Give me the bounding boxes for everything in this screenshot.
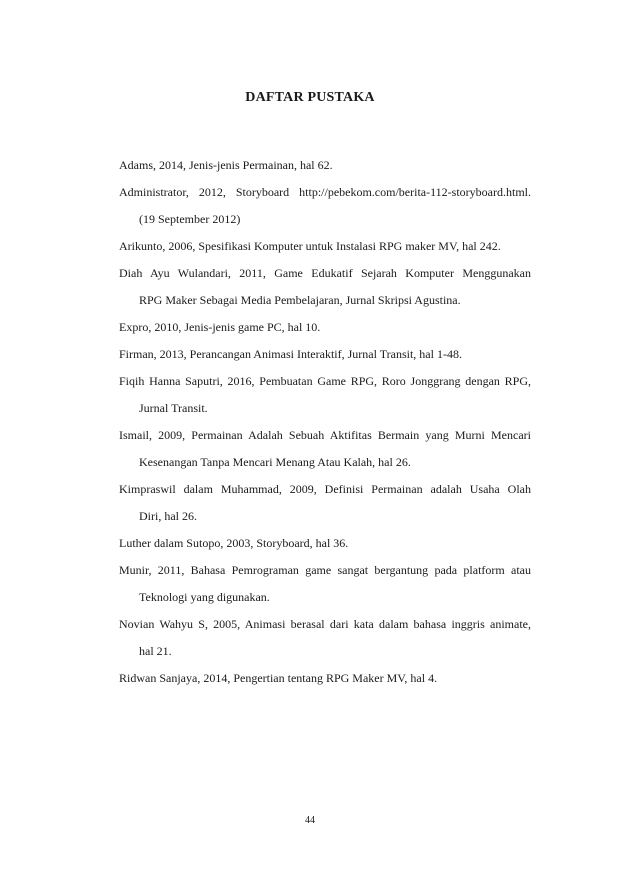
reference-item [119, 260, 531, 314]
reference-item [119, 476, 531, 530]
page-title: DAFTAR PUSTAKA [245, 90, 375, 105]
reference-item [119, 530, 531, 557]
reference-item [119, 422, 531, 476]
reference-item [119, 611, 531, 665]
reference-text: Kimpraswil dalam Muhammad, 2009, Definisi Permainan adalah Usaha Olah [119, 482, 531, 496]
reference-text: Munir, 2011, Bahasa Pemrograman game sangat bergantung pada platform atau [119, 563, 531, 577]
reference-item [119, 665, 531, 692]
reference-list [119, 152, 531, 692]
reference-text-continued: Diri, hal 26. [139, 509, 197, 523]
reference-text: Novian Wahyu S, 2005, Animasi berasal dari kata dalam bahasa inggris animate, [119, 617, 531, 631]
reference-item [119, 152, 531, 179]
reference-item [119, 341, 531, 368]
reference-text-continued: Jurnal Transit. [139, 401, 208, 415]
reference-text-continued: Kesenangan Tanpa Mencari Menang Atau Kalah, hal 26. [139, 455, 411, 469]
reference-item [119, 314, 531, 341]
reference-text-continued: (19 September 2012) [139, 212, 241, 226]
reference-text: Firman, 2013, Perancangan Animasi Interaktif, Jurnal Transit, hal 1-48. [119, 347, 462, 361]
reference-text-continued: RPG Maker Sebagai Media Pembelajaran, Jurnal Skripsi Agustina. [139, 293, 461, 307]
reference-text: Fiqih Hanna Saputri, 2016, Pembuatan Game RPG, Roro Jonggrang dengan RPG, [119, 374, 531, 388]
reference-text-continued: Teknologi yang digunakan. [139, 590, 270, 604]
reference-item [119, 179, 531, 233]
reference-text: Luther dalam Sutopo, 2003, Storyboard, hal 36. [119, 536, 349, 550]
reference-text: Arikunto, 2006, Spesifikasi Komputer untuk Instalasi RPG maker MV, hal 242. [119, 239, 501, 253]
reference-text: Ridwan Sanjaya, 2014, Pengertian tentang RPG Maker MV, hal 4. [119, 671, 438, 685]
reference-text: Diah Ayu Wulandari, 2011, Game Edukatif Sejarah Komputer Menggunakan [119, 266, 531, 280]
reference-text-continued: hal 21. [139, 644, 172, 658]
reference-text: Expro, 2010, Jenis-jenis game PC, hal 10. [119, 320, 321, 334]
reference-item [119, 557, 531, 611]
reference-item [119, 233, 531, 260]
page-number: 44 [305, 815, 315, 826]
reference-text: Adams, 2014, Jenis-jenis Permainan, hal 62. [119, 158, 333, 172]
reference-text: Ismail, 2009, Permainan Adalah Sebuah Aktifitas Bermain yang Murni Mencari [119, 428, 531, 442]
reference-text: Administrator, 2012, Storyboard http://pebekom.com/berita-112-storyboard.html. [119, 185, 531, 199]
reference-item [119, 368, 531, 422]
